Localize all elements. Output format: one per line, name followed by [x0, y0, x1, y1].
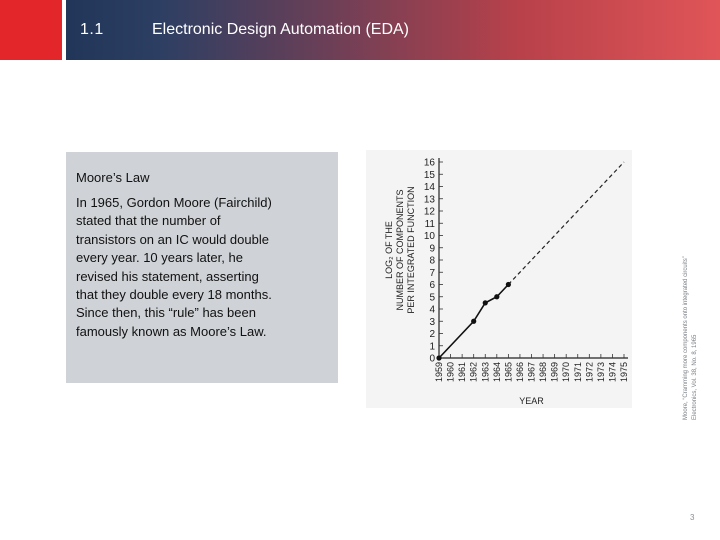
- citation-line: Moore, “Cramming more components onto integrated circuits”: [683, 256, 689, 420]
- y-tick-labels: [424, 158, 436, 365]
- data-point: [506, 282, 511, 287]
- y-tick-label: 8: [429, 255, 435, 267]
- paragraph-line: stated that the number of: [76, 213, 221, 229]
- box-paragraph: [76, 194, 332, 341]
- extrapolation-line: [508, 162, 624, 285]
- y-label-line: NUMBER OF COMPONENTS: [395, 189, 405, 311]
- y-tick-label: 4: [429, 304, 435, 316]
- section-number: 1.1: [80, 21, 104, 38]
- y-tick-label: 11: [424, 218, 435, 230]
- y-tick-label: 2: [429, 329, 435, 340]
- data-line: [439, 162, 624, 358]
- data-point: [436, 355, 441, 360]
- x-tick-label: 1975: [619, 362, 629, 383]
- x-tick-label: 1972: [584, 362, 595, 383]
- page-number: 3: [690, 513, 695, 522]
- x-tick-label: 1964: [491, 362, 502, 383]
- paragraph-line: revised his statement, asserting: [76, 268, 259, 284]
- x-tick-labels: [434, 362, 629, 382]
- slide-title: Electronic Design Automation (EDA): [152, 21, 409, 38]
- box-title: Moore’s Law: [76, 170, 150, 185]
- y-tick-label: 16: [423, 157, 435, 169]
- y-label-line: PER INTEGRATED FUNCTION: [406, 186, 416, 314]
- y-tick-label: 3: [429, 316, 435, 328]
- y-tick-label: 15: [423, 169, 435, 181]
- moores-law-graph: [366, 150, 632, 408]
- graph-svg: [366, 150, 632, 408]
- paragraph-line: famously known as Moore’s Law.: [76, 323, 267, 339]
- y-tick-label: 5: [429, 292, 435, 304]
- x-tick-label: 1967: [526, 362, 537, 383]
- y-tick-label: 0: [429, 353, 435, 365]
- x-tick-label: 1974: [607, 362, 618, 383]
- y-tick-label: 14: [423, 182, 435, 193]
- data-point: [471, 319, 476, 324]
- y-tick-label: 7: [429, 267, 435, 279]
- y-tick-label: 10: [423, 231, 435, 242]
- y-tick-label: 12: [423, 206, 435, 218]
- y-tick-label: 6: [429, 280, 435, 291]
- x-axis-label: YEAR: [519, 396, 544, 406]
- x-tick-label: 1960: [445, 362, 456, 383]
- paragraph-line: transistors on an IC would double: [76, 231, 269, 247]
- data-point: [494, 294, 499, 299]
- paragraph-line: Since then, this “rule” has been: [76, 305, 256, 321]
- x-tick-label: 1968: [538, 362, 549, 383]
- x-tick-label: 1966: [514, 362, 525, 383]
- x-tick-label: 1965: [503, 362, 514, 383]
- x-tick-label: 1971: [572, 362, 583, 383]
- citation-text: [682, 150, 700, 420]
- data-point: [483, 300, 488, 305]
- paragraph-line: that they double every 18 months.: [76, 287, 272, 303]
- x-tick-label: 1969: [549, 362, 560, 383]
- citation: [682, 150, 712, 420]
- header-accent-block: [0, 0, 62, 60]
- x-tick-label: 1963: [480, 362, 491, 383]
- y-tick-label: 9: [429, 243, 435, 255]
- paragraph-line: every year. 10 years later, he: [76, 250, 243, 266]
- x-tick-label: 1962: [468, 362, 479, 383]
- x-tick-label: 1959: [434, 362, 444, 383]
- y-label-line: LOG₂ OF THE: [384, 221, 394, 279]
- x-tick-label: 1970: [561, 362, 572, 383]
- x-tick-label: 1973: [595, 362, 606, 383]
- x-tick-label: 1961: [457, 362, 468, 383]
- header-divider: [62, 0, 66, 60]
- moores-law-box: [66, 152, 338, 383]
- y-axis-label: [384, 186, 416, 313]
- y-tick-label: 1: [429, 341, 435, 353]
- paragraph-line: In 1965, Gordon Moore (Fairchild): [76, 195, 272, 210]
- citation-line: Electronics, Vol. 38, No. 8, 1965: [692, 334, 698, 420]
- y-tick-label: 13: [423, 194, 435, 206]
